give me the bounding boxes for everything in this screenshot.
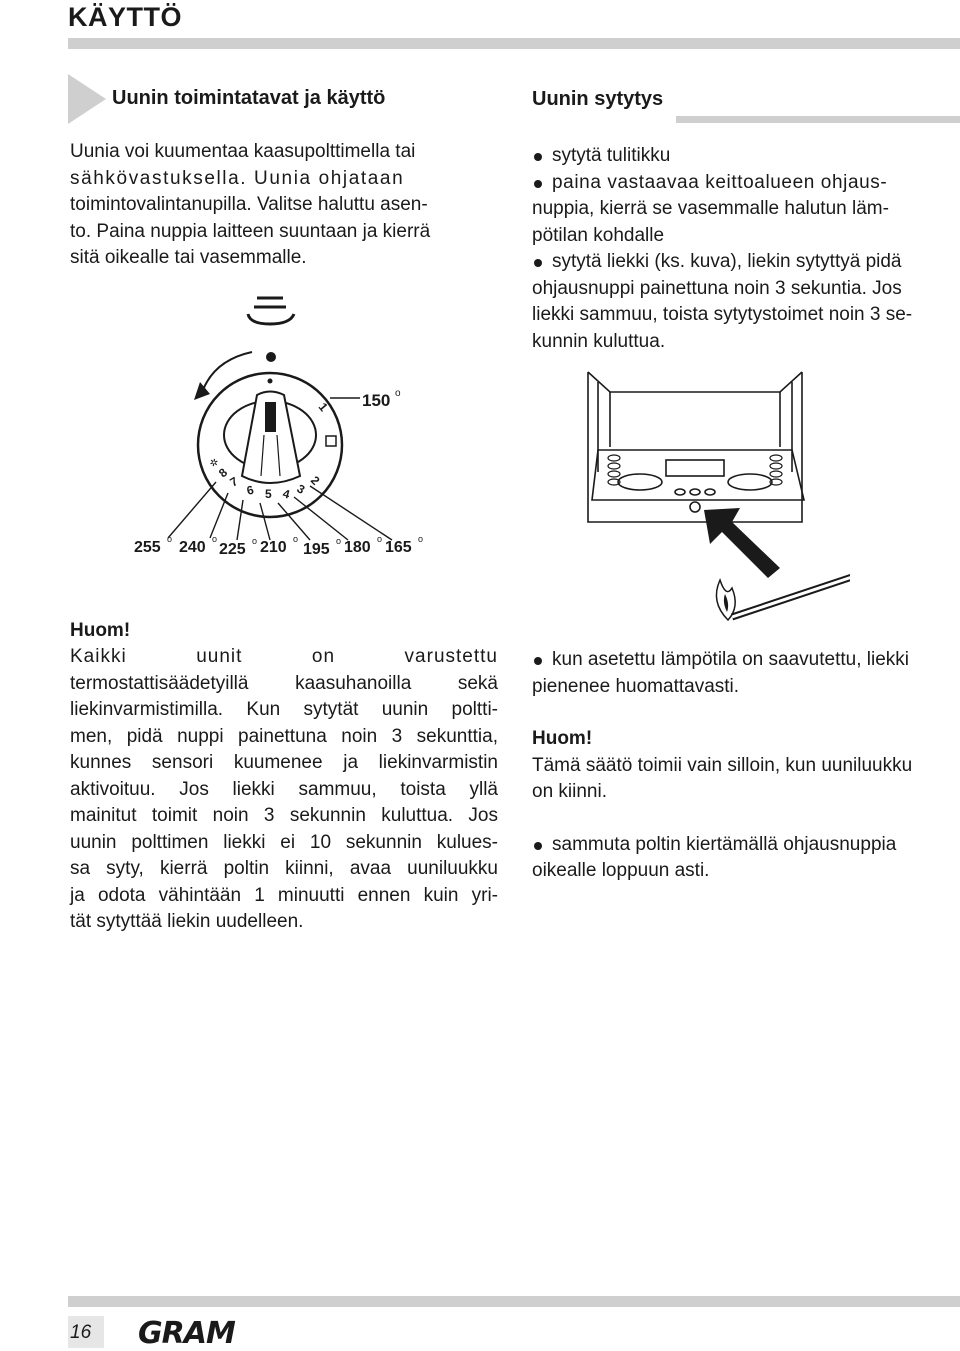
degree-mark: o [252,536,258,546]
note-line: Kaikki uunit on varustettu [70,646,498,667]
knob-pointer [265,402,276,432]
intro-line: toimintovalintanupilla. Valitse haluttu asen- [70,194,428,215]
brand-logo: GRAM [138,1316,235,1351]
footer-rule [68,1296,960,1307]
dial-mark: 8 [215,465,231,481]
degree-mark: o [377,534,383,544]
step-line: sammuta poltin kiertämällä ohjausnuppia [552,833,897,855]
dial-mark: 5 [265,487,272,501]
right-note-line: Tämä säätö toimii vain silloin, kun uuniluukku [532,754,913,776]
dial-mark: 4 [281,486,292,502]
degree-mark: o [395,388,401,399]
push-rotate-icon [248,298,294,324]
knob-illustration [120,290,450,570]
step-item [532,832,958,885]
note-line: termostattisäädetyillä kaasuhanoilla sekä [70,672,498,694]
dial-mark: 6 [245,482,256,498]
step-line: liekki sammuu, toista sytytystoimet noin 3 se- [532,304,913,325]
step-line: paina vastaavaa keittoalueen ohjaus- [552,171,888,193]
intro-line: sitä oikealle tai vasemmalle. [70,247,307,268]
note-line: uunin polttimen liekki ei 10 sekunnin kulues- [70,831,498,853]
dial-mark: 2 [307,473,323,488]
note-line: sa syty, kierrä poltin kiinni, avaa uuniluukku [70,858,498,879]
right-note-heading: Huom! [532,728,593,749]
step-item [532,249,958,355]
step-line: pienenee huomattavasti. [532,675,740,697]
degree-mark: o [167,534,173,544]
rotation-arrowhead [194,382,210,400]
step-line: kunnin kuluttua. [532,330,666,352]
note-line: mainitut toimit noin 3 sekunnin kuluttua. Jos [70,805,498,826]
intro-line: to. Paina nuppia laitteen suuntaan ja kierrä [70,220,431,242]
temp-label: 195 [303,541,330,558]
dial-mark: 3 [294,481,308,497]
intro-paragraph [70,139,498,272]
degree-mark: o [418,534,424,544]
intro-line: Uunia voi kuumentaa kaasupolttimella tai [70,141,416,162]
temp-leaders [168,482,392,540]
note-line: men, pidä nuppi painettuna noin 3 sekunttia, [70,725,498,747]
left-note [70,618,498,936]
step-line: oikealle loppuun asti. [532,860,710,881]
step-item [532,170,958,250]
note-line: kunnes sensori kuumenee ja liekinvarmistin [70,752,498,773]
note-line: liekinvarmistimilla. Kun sytytät uunin poltti- [70,699,498,720]
intro-line: sähkövastuksella. Uunia ohjataan [70,167,405,189]
square-icon [326,436,336,446]
page-title: KÄYTTÖ [68,2,182,32]
step-line: nuppia, kierrä se vasemmalle halutun läm- [532,198,889,219]
step-item [532,143,958,170]
right-note-line: on kiinni. [532,781,607,802]
dial-mark: 7 [227,474,241,490]
right-lower-block [532,647,958,885]
header-rule [68,38,960,49]
left-note-heading: Huom! [70,620,131,641]
indicator-dot [266,352,276,362]
step-line: pötilan kohdalle [532,224,665,246]
pointer-arrow-icon [704,508,780,578]
step-line: sytytä tulitikku [552,145,671,166]
flame-icon: ✲ [207,456,222,470]
oven-ignition-illustration [580,362,850,642]
temp-label: 255 [134,539,161,556]
right-section-heading: Uunin sytytys [532,88,664,110]
match-icon [716,575,850,620]
degree-mark: o [336,536,342,546]
left-section-heading: Uunin toimintatavat ja käyttö [112,87,386,109]
temp-label: 210 [260,539,287,556]
step-line: ohjausnuppi painettuna noin 3 sekuntia. Jos [532,277,902,299]
note-line: tät sytyttää liekin uudelleen. [70,911,304,932]
right-heading-rule [676,116,960,123]
note-line: aktivoituu. Jos liekki sammuu, toista yllä [70,778,498,800]
ignition-steps [532,143,958,355]
step-line: kun asetettu lämpötila on saavutettu, liekki [552,649,909,670]
section-arrow-icon [68,74,108,124]
step-item [532,647,958,700]
temp-label-top: 150 [362,391,391,410]
degree-mark: o [293,534,299,544]
left-note-body [70,644,498,936]
note-line: ja odota vähintään 1 minuutti ennen kuin yri- [70,884,498,906]
step-line: sytytä liekki (ks. kuva), liekin sytyttyä pidä [552,251,902,272]
degree-mark: o [212,534,218,544]
rotation-arrow [203,352,252,390]
temp-label: 180 [344,539,371,556]
temp-label: 165 [385,539,412,556]
knob-top-dot [268,379,273,384]
page-number: 16 [70,1322,92,1343]
temp-label: 240 [179,539,206,556]
dial-mark: 1 [315,399,331,415]
temp-label: 225 [219,541,246,558]
